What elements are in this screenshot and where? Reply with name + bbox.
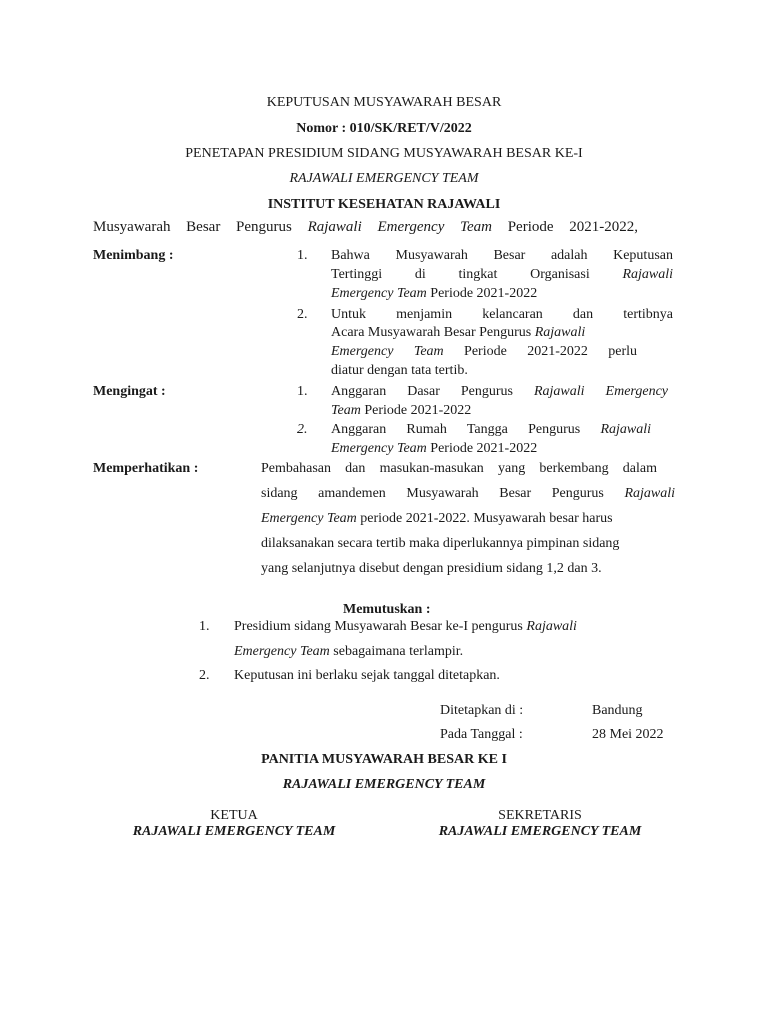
memutuskan-item-1-line-2: Emergency Team sebagaimana terlampir. <box>234 644 464 659</box>
penetapan-heading: PENETAPAN PRESIDIUM SIDANG MUSYAWARAH BESAR KE-I <box>185 146 583 161</box>
menimbang-item-1-line-3: Emergency Team Periode 2021-2022 <box>331 286 538 301</box>
ditetapkan-label: Ditetapkan di : <box>440 703 524 718</box>
ketua-team: RAJAWALI EMERGENCY TEAM <box>132 824 336 839</box>
memperhatikan-label: Memperhatikan : <box>93 461 199 476</box>
menimbang-item-2-line-4: diatur dengan tata tertib. <box>331 363 468 378</box>
mengingat-item-1-number: 1. <box>297 384 308 399</box>
panitia-title: PANITIA MUSYAWARAH BESAR KE I <box>261 752 507 767</box>
document-number: Nomor : 010/SK/RET/V/2022 <box>296 121 472 136</box>
sekretaris-team: RAJAWALI EMERGENCY TEAM <box>438 824 642 839</box>
menimbang-item-1-number: 1. <box>297 248 308 263</box>
sekretaris-role: SEKRETARIS <box>498 808 582 823</box>
mengingat-item-2-line-1: Anggaran Rumah Tangga Pengurus Rajawali <box>331 422 651 437</box>
memutuskan-item-2-number: 2. <box>199 668 210 683</box>
ketua-role: KETUA <box>210 808 258 823</box>
mengingat-item-1-line-1: Anggaran Dasar Pengurus Rajawali Emergency <box>331 384 668 399</box>
memperhatikan-line-1: Pembahasan dan masukan-masukan yang berkembang dalam <box>261 461 657 476</box>
memutuskan-item-1-number: 1. <box>199 619 210 634</box>
tanggal-value: 28 Mei 2022 <box>592 727 664 742</box>
menimbang-label: Menimbang : <box>93 248 174 263</box>
menimbang-item-2-line-2: Acara Musyawarah Besar Pengurus Rajawali <box>331 325 586 340</box>
mengingat-label: Mengingat : <box>93 384 166 399</box>
intro-line: Musyawarah Besar Pengurus Rajawali Emergency Team Periode 2021-2022, <box>93 219 638 235</box>
mengingat-item-2-line-2: Emergency Team Periode 2021-2022 <box>331 441 538 456</box>
team-heading: RAJAWALI EMERGENCY TEAM <box>289 171 479 186</box>
menimbang-item-2-number: 2. <box>297 307 308 322</box>
menimbang-item-2-line-1: Untuk menjamin kelancaran dan tertibnya <box>331 307 673 322</box>
menimbang-item-1-line-2: Tertinggi di tingkat Organisasi Rajawali <box>331 267 674 282</box>
panitia-team: RAJAWALI EMERGENCY TEAM <box>282 777 486 792</box>
institut-heading: INSTITUT KESEHATAN RAJAWALI <box>267 197 501 212</box>
memperhatikan-line-2: sidang amandemen Musyawarah Besar Pengurus Rajawali <box>261 486 676 501</box>
memutuskan-item-1-line-1: Presidium sidang Musyawarah Besar ke-I pengurus Rajawali <box>234 619 577 634</box>
memutuskan-label: Memutuskan : <box>343 602 431 617</box>
menimbang-item-2-line-3: Emergency Team Periode 2021-2022 perlu <box>331 344 637 359</box>
document-title: KEPUTUSAN MUSYAWARAH BESAR <box>266 95 502 110</box>
menimbang-item-1-line-1: Bahwa Musyawarah Besar adalah Keputusan <box>331 248 673 263</box>
tanggal-label: Pada Tanggal : <box>440 727 523 742</box>
memperhatikan-line-3: Emergency Team periode 2021-2022. Musyawarah besar harus <box>261 511 613 526</box>
mengingat-item-1-line-2: Team Periode 2021-2022 <box>331 403 472 418</box>
memperhatikan-line-5: yang selanjutnya disebut dengan presidium sidang 1,2 dan 3. <box>261 561 602 576</box>
memutuskan-item-2-line-1: Keputusan ini berlaku sejak tanggal ditetapkan. <box>234 668 500 683</box>
mengingat-item-2-number: 2. <box>297 422 308 437</box>
ditetapkan-value: Bandung <box>592 703 643 718</box>
memperhatikan-line-4: dilaksanakan secara tertib maka diperlukannya pimpinan sidang <box>261 536 620 551</box>
